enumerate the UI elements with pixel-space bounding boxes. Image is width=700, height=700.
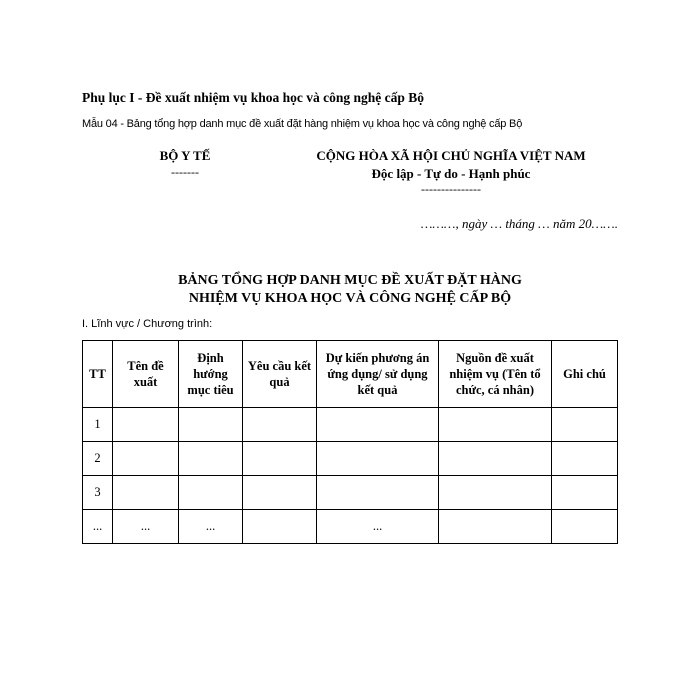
table-cell[interactable] — [439, 408, 552, 442]
table-cell[interactable] — [552, 510, 618, 544]
table-cell[interactable]: ... — [83, 510, 113, 544]
table-cell[interactable] — [243, 510, 317, 544]
table-cell[interactable] — [243, 476, 317, 510]
table-cell[interactable] — [317, 408, 439, 442]
table-cell[interactable]: 1 — [83, 408, 113, 442]
table-cell[interactable] — [317, 476, 439, 510]
table-cell[interactable]: ... — [317, 510, 439, 544]
column-header-tt: TT — [83, 341, 113, 408]
form-subtitle: Mẫu 04 - Bảng tổng hợp danh mục đề xuất đặt hàng nhiệm vụ khoa học và công nghệ cấp Bộ — [82, 118, 523, 130]
table-row — [83, 408, 618, 442]
appendix-title: Phụ lục I - Đề xuất nhiệm vụ khoa học và công nghệ cấp Bộ — [82, 90, 425, 105]
table-cell[interactable] — [439, 510, 552, 544]
republic-block — [296, 148, 606, 195]
column-header-proposal-name: Tên đề xuất — [113, 341, 179, 408]
table-cell[interactable]: ... — [179, 510, 243, 544]
table-cell[interactable] — [552, 476, 618, 510]
table-cell[interactable] — [243, 408, 317, 442]
table-row — [83, 476, 618, 510]
table-cell[interactable] — [243, 442, 317, 476]
column-header-objective: Định hướng mục tiêu — [179, 341, 243, 408]
column-header-proposal-source: Nguồn đề xuất nhiệm vụ (Tên tổ chức, cá nhân) — [439, 341, 552, 408]
ministry-separator: ------- — [171, 165, 199, 179]
table-cell[interactable] — [179, 442, 243, 476]
table-cell[interactable] — [179, 476, 243, 510]
table-cell[interactable] — [439, 442, 552, 476]
table-cell[interactable] — [439, 476, 552, 510]
date-line: ………, ngày … tháng … năm 20……. — [420, 216, 618, 231]
table-cell[interactable]: 3 — [83, 476, 113, 510]
table-cell[interactable] — [113, 442, 179, 476]
republic-name: CỘNG HÒA XÃ HỘI CHỦ NGHĨA VIỆT NAM — [316, 148, 586, 163]
field-label: I. Lĩnh vực / Chương trình: — [82, 318, 213, 330]
table-cell[interactable] — [317, 442, 439, 476]
table-cell[interactable] — [552, 408, 618, 442]
table-row — [83, 442, 618, 476]
table-cell[interactable] — [552, 442, 618, 476]
table-header-row — [83, 341, 618, 408]
ministry-block — [130, 148, 240, 178]
document-title-line-1: BẢNG TỔNG HỢP DANH MỤC ĐỀ XUẤT ĐẶT HÀNG — [178, 273, 522, 288]
table-cell[interactable] — [113, 476, 179, 510]
document-title — [100, 272, 600, 308]
republic-motto: Độc lập - Tự do - Hạnh phúc — [371, 166, 531, 181]
table-cell[interactable]: ... — [113, 510, 179, 544]
column-header-required-results: Yêu cầu kết quả — [243, 341, 317, 408]
proposal-table — [82, 340, 618, 544]
table-cell[interactable] — [179, 408, 243, 442]
document-title-line-2: NHIỆM VỤ KHOA HỌC VÀ CÔNG NGHỆ CẤP BỘ — [188, 291, 512, 306]
ministry-name: BỘ Y TẾ — [159, 148, 211, 163]
column-header-application-plan: Dự kiến phương án ứng dụng/ sử dụng kết quả — [317, 341, 439, 408]
column-header-notes: Ghi chú — [552, 341, 618, 408]
table-cell[interactable]: 2 — [83, 442, 113, 476]
table-cell[interactable] — [113, 408, 179, 442]
table-row — [83, 510, 618, 544]
republic-separator: --------------- — [421, 182, 481, 196]
